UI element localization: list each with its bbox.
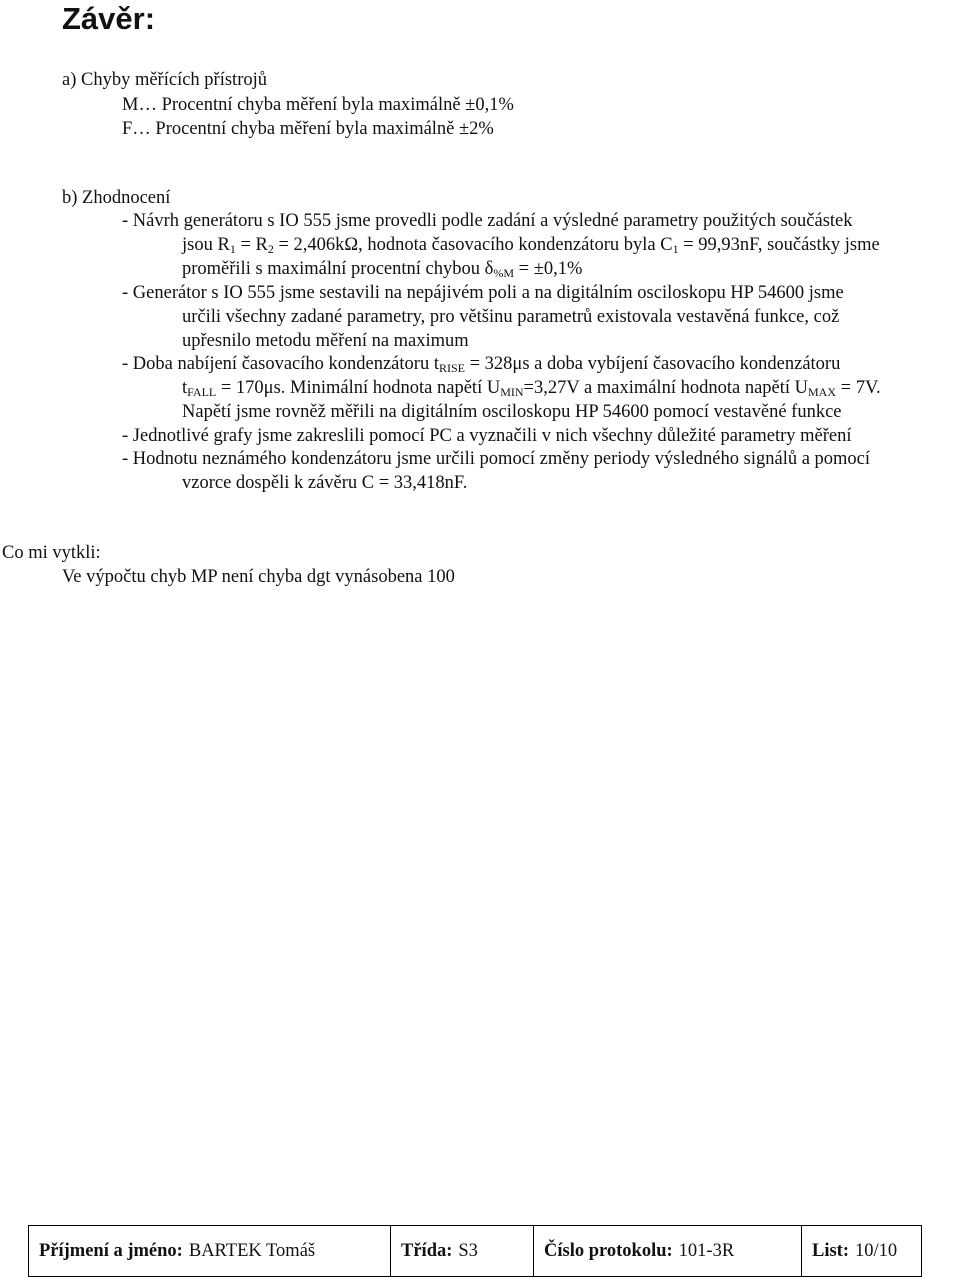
remarks-title: Co mi vytkli: xyxy=(2,543,101,563)
eval-p3-line3: Napětí jsme rovněž měřili na digitálním osciloskopu HP 54600 pomocí vestavěné funkce xyxy=(182,402,842,422)
footer-class-cell xyxy=(391,1226,534,1276)
class-label: Třída: xyxy=(401,1240,453,1261)
section-a-title: a) Chyby měřících přístrojů xyxy=(62,70,267,90)
protocol-label: Číslo protokolu: xyxy=(544,1240,673,1261)
eval-p1-line2: jsou $R_1 = R_2 = 2,406k\Omega$, hodnota časovacího kondenzátoru byla $C_1 = 99,93nF$, součástky jsme xyxy=(182,235,880,256)
section-b-title: b) Zhodnocení xyxy=(62,188,171,208)
footer-info-table xyxy=(28,1225,922,1277)
error-m-line: M… Procentní chyba měření byla maximálně ±0,1% xyxy=(122,95,514,115)
eval-p1-line1: - Návrh generátoru s IO 555 jsme provedli podle zadání a výsledné parametry použitých součástek xyxy=(122,211,853,231)
eval-p2-line3: upřesnilo metodu měření na maximum xyxy=(182,331,469,351)
error-f-line: F… Procentní chyba měření byla maximálně ±2% xyxy=(122,119,494,139)
remarks-text: Ve výpočtu chyb MP není chyba dgt vynásobena 100 xyxy=(62,567,455,587)
protocol-value: 101-3R xyxy=(678,1240,735,1261)
name-label: Příjmení a jméno: xyxy=(39,1240,183,1261)
sheet-label: List: xyxy=(812,1240,849,1261)
footer-protocol-cell xyxy=(534,1226,802,1276)
sheet-value: 10/10 xyxy=(855,1240,898,1261)
page-title: Závěr: xyxy=(62,1,156,36)
eval-p2-line2: určili všechny zadané parametry, pro většinu parametrů existovala vestavěná funkce, což xyxy=(182,307,840,327)
footer-name-cell xyxy=(29,1226,391,1276)
eval-p5-line2: vzorce dospěli k závěru C = 33,418nF. xyxy=(182,473,468,493)
eval-p1-line3: proměřili s maximální procentní chybou $\delta_{\%M} = \pm 0,1\%$ xyxy=(182,259,583,280)
name-value: BARTEK Tomáš xyxy=(188,1240,316,1261)
eval-p3-line2: $t_{FALL} = 170\mu s$. Minimální hodnota napětí $U_{MIN}=3,27V$ a maximální hodnota napětí $U_{MAX} = 7V$. xyxy=(182,378,881,399)
eval-p4-line1: - Jednotlivé grafy jsme zakreslili pomocí PC a vyznačili v nich všechny důležité parametry měření xyxy=(122,426,852,446)
eval-p2-line1: - Generátor s IO 555 jsme sestavili na nepájivém poli a na digitálním osciloskopu HP 54600 jsme xyxy=(122,283,844,303)
class-value: S3 xyxy=(458,1240,478,1261)
footer-sheet-cell xyxy=(802,1226,921,1276)
eval-p3-line1: - Doba nabíjení časovacího kondenzátoru $t_{RISE} = 328\mu s$ a doba vybíjení časovacího kondenzátoru xyxy=(122,354,841,375)
eval-p5-line1: - Hodnotu neznámého kondenzátoru jsme určili pomocí změny periody výsledného signálů a pomocí xyxy=(122,449,871,469)
